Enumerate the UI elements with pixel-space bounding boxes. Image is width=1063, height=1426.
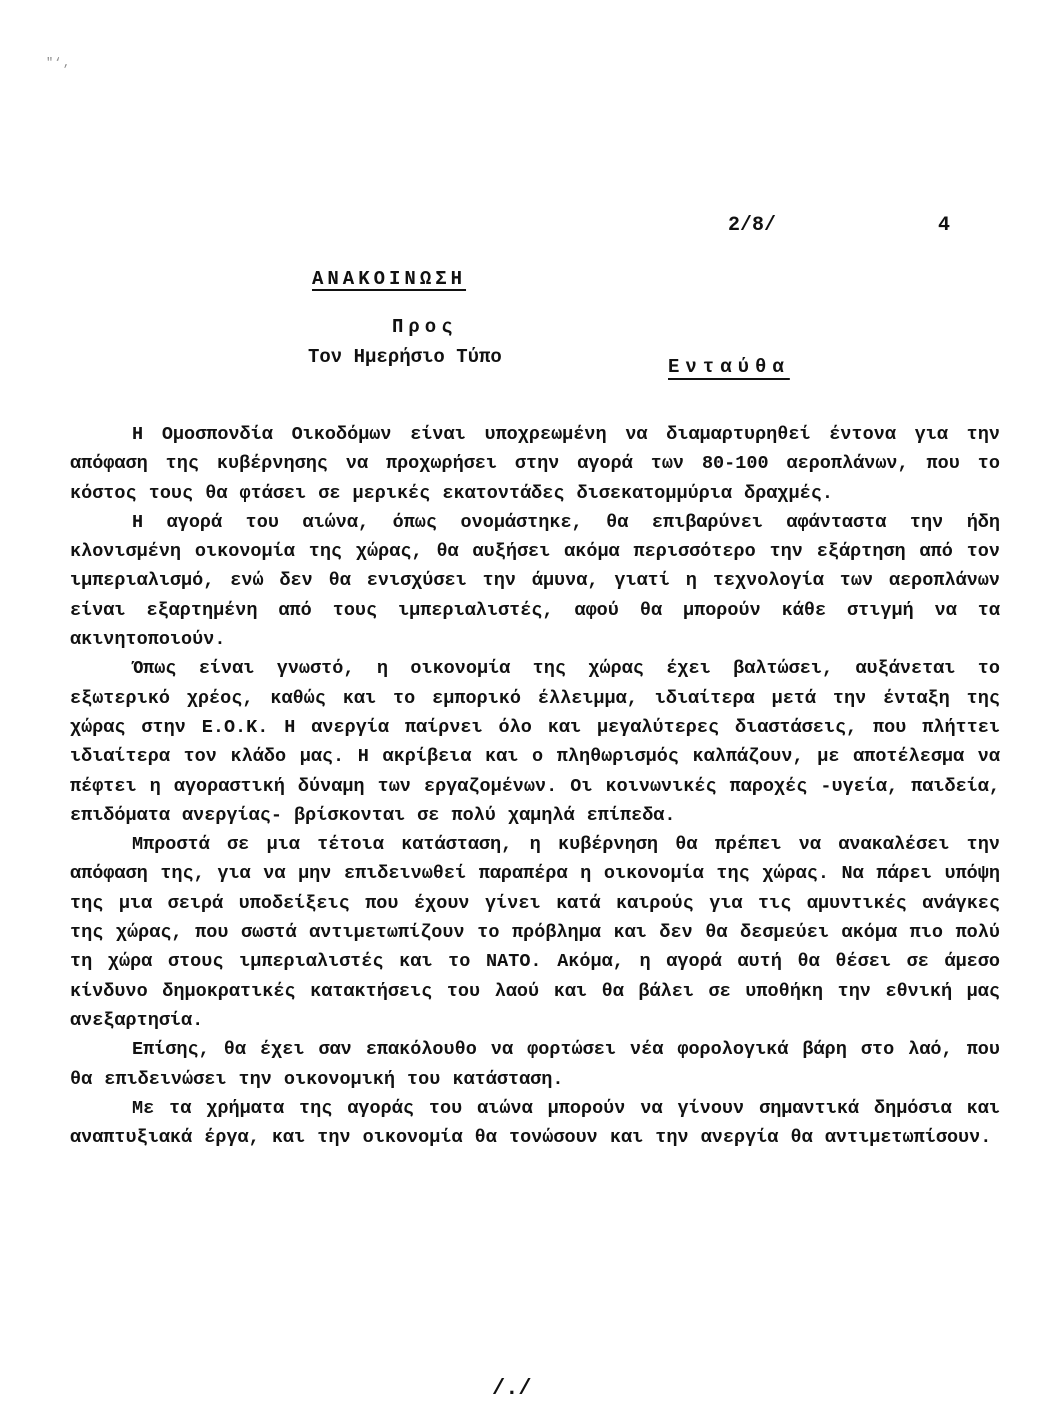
paragraph: Η αγορά του αιώνα, όπως ονομάστηκε, θα επιβαρύνει αφάνταστα την ήδη κλονισμένη οικονομία της χώρας, θα αυξήσει ακόμα περισσότερο την εξάρτηση από τον ιμπεριαλισμό, ενώ δεν θα ενισχύσει την άμυνα, γιατί η τεχνολογία των αεροπλάνων είναι εξαρτημένη από τους ιμπεριαλιστές, αφού θα μπορούν κάθε στιγμή να τα ακινητοποιούν. [70,511,1000,651]
corner-mark: "‘‚ [46,56,71,70]
document-title: ΑΝΑΚΟΙΝΩΣΗ [312,268,467,290]
paragraph: Επίσης, θα έχει σαν επακόλουθο να φορτώσει νέα φορολογικά βάρη στο λαό, που θα επιδεινώσει την οικονομική του κατάσταση. [70,1039,1000,1090]
paragraph: Η Ομοσπονδία Οικοδόμων είναι υποχρεωμένη να διαμαρτυρηθεί έντονα για την απόφαση της κυβέρνησης να προχωρήσει στην αγορά των 80-100 αεροπλάνων, που το κόστος τους θα φτάσει σε μερικές εκατοντάδες δισεκατομμύρια δραχμές. [70,424,1000,504]
paragraph: Με τα χρήματα της αγοράς του αιώνα μπορούν να γίνουν σημαντικά δημόσια και αναπτυξιακά έργα, και την οικονομία θα τονώσουν και την ανεργία θα αντιμετωπίσουν. [70,1097,1000,1149]
to-label: Προς [392,316,458,338]
location: Ενταύθα [668,356,790,378]
recipient: Τον Ημερήσιο Τύπο [308,346,502,368]
reference-number: 2/8/ [728,214,777,237]
paragraph: Μπροστά σε μια τέτοια κατάσταση, η κυβέρνηση θα πρέπει να ανακαλέσει την απόφαση της, για να μην επιδεινωθεί παραπέρα η οικονομία της χώρας. Να πάρει υπόψη της μια σειρά υποδείξεις που έχουν γίνει κατά καιρούς για τις αμυντικές ανάγκες της χώρας, που σωστά αντιμετωπίζουν το πρόβλημα και δεν θα δεσμεύει ακόμα πιο πολύ τη χώρα στους ιμπεριαλιστές και το ΝΑΤΟ. Ακόμα, η αγορά αυτή θα θέσει σε άμεσο κίνδυνο δημοκρατικές κατακτήσεις του λαού και θα βάλει σε υποθήκη την εθνική μας ανεξαρτησία. [70,834,1000,1031]
page-number: 4 [938,214,951,237]
paragraph: Όπως είναι γνωστό, η οικονομία της χώρας έχει βαλτώσει, αυξάνεται το εξωτερικό χρέος, καθώς και το εμπορικό έλλειμμα, ιδιαίτερα μετά την ένταξη της χώρας στην Ε.Ο.Κ. Η ανεργία παίρνει όλο και μεγαλύτερες διαστάσεις, που πλήττει ιδιαίτερα τον κλάδο μας. Η ακρίβεια και ο πληθωρισμός καλπάζουν, με αποτέλεσμα να πέφτει η αγοραστική δύναμη των εργαζομένων. Οι κοινωνικές παροχές -υγεία, παιδεία, επιδόματα ανεργίας- βρίσκονται σε πολύ χαμηλά επίπεδα. [70,658,1000,826]
page-end-mark: /./ [492,1376,532,1401]
body-text [70,420,1000,1152]
